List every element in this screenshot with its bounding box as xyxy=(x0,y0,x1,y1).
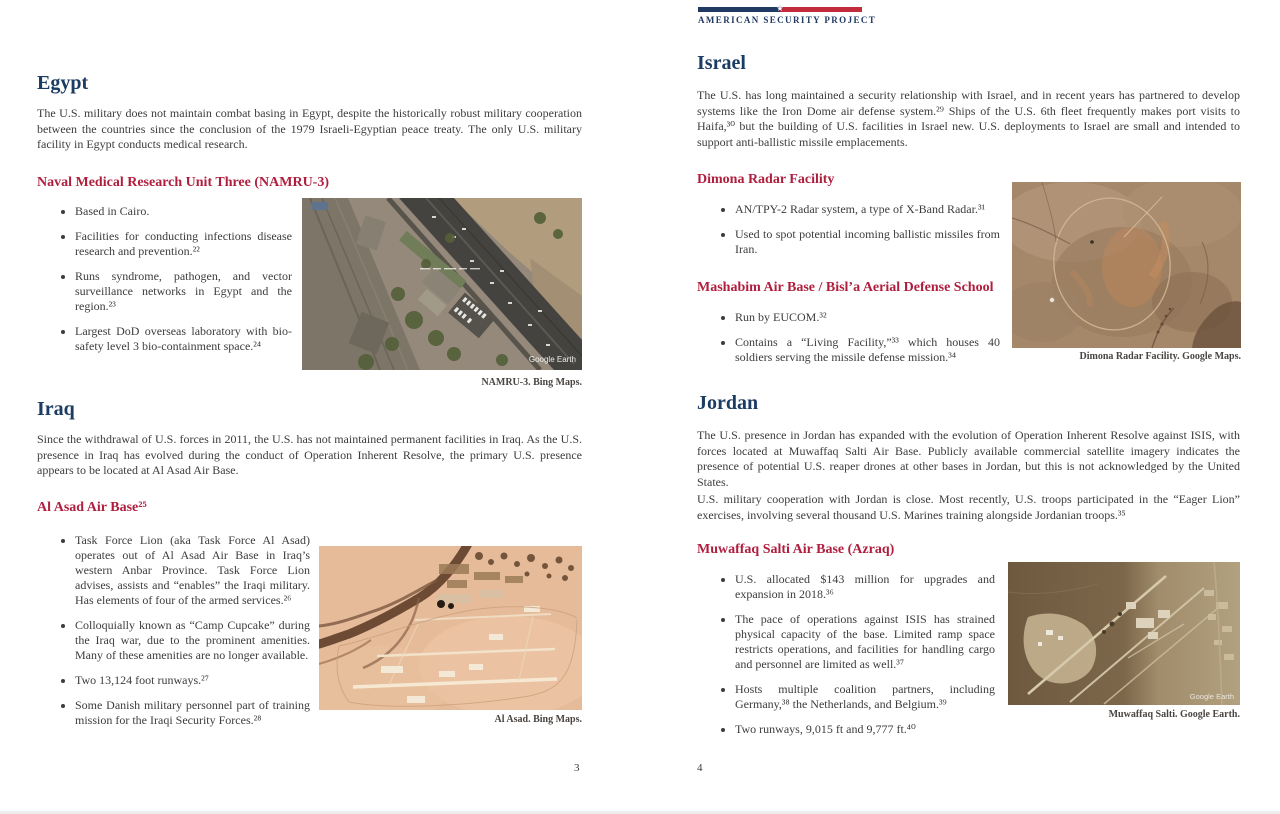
muwaffaq-caption: Muwaffaq Salti. Google Earth. xyxy=(1108,709,1240,720)
mashabim-bullet-list xyxy=(708,310,1000,375)
google-earth-watermark: Google Earth xyxy=(528,355,576,364)
muwaffaq-bullet-list xyxy=(708,572,995,747)
muwaffaq-bullet: • U.S. allocated $143 million for upgrades and expansion in 2018.³⁶ xyxy=(735,572,995,602)
egypt-paragraph: The U.S. military does not maintain combat basing in Egypt, despite the historically robust military cooperation between the countries since the conclusion of the 1979 Israeli-Egyptian peace treaty. The only U.S. military facility in Egypt conducts medical research. xyxy=(37,106,582,151)
alasad-heading: Al Asad Air Base²⁵ xyxy=(37,500,147,515)
muwaffaq-satellite-image xyxy=(1008,562,1240,705)
alasad-bullet: • Colloquially known as “Camp Cupcake” during the Iraq war, due to the prominent amenities. Many of these amenities are no longer available. xyxy=(75,618,310,663)
namru-bullet: • Runs syndrome, pathogen, and vector surveillance networks in Egypt and the region.²³ xyxy=(75,269,292,314)
alasad-bullet: • Task Force Lion (aka Task Force Al Asad) operates out of Al Asad Air Base in Iraq’s western Anbar Province. Task Force Lion advises, assists and “enables” the Iraqi military. Has elements of four of the armed services.²⁶ xyxy=(75,533,310,608)
jordan-heading: Jordan xyxy=(697,392,759,414)
asp-logo-bar xyxy=(698,4,862,13)
alasad-bullet: • Some Danish military personnel part of training mission for the Iraqi Security Forces.²⁸ xyxy=(75,698,310,728)
muwaffaq-bullet: • The pace of operations against ISIS has strained physical capacity of the base. Limited ramp space restricts operations, and facilities for handling cargo and personnel are limited as well.³⁷ xyxy=(735,612,995,672)
muwaffaq-bullet: • Hosts multiple coalition partners, including Germany,³⁸ the Netherlands, and Belgium.³⁹ xyxy=(735,682,995,712)
muwaffaq-bullet: • Two runways, 9,015 ft and 9,777 ft.⁴⁰ xyxy=(735,722,995,737)
dimona-bullet: • Used to spot potential incoming ballistic missiles from Iran. xyxy=(735,227,1000,257)
namru-bullet-list xyxy=(48,204,292,364)
dimona-heading: Dimona Radar Facility xyxy=(697,172,835,187)
dimona-satellite-image xyxy=(1012,182,1241,348)
egypt-heading: Egypt xyxy=(37,72,89,94)
mashabim-bullet: • Run by EUCOM.³² xyxy=(735,310,1000,325)
mashabim-heading: Mashabim Air Base / Bisl’a Aerial Defense School xyxy=(697,280,994,295)
alasad-bullet: • Two 13,124 foot runways.²⁷ xyxy=(75,673,310,688)
alasad-caption: Al Asad. Bing Maps. xyxy=(494,714,582,725)
jordan-paragraph-1: The U.S. presence in Jordan has expanded with the evolution of Operation Inherent Resolve against ISIS, with forces located at Muwaffaq Salti Air Base. Publicly available commercial satellite imagery indicates the presence of potential U.S. reaper drones at other bases in Jordan, but this is not acknowledged by the United States. xyxy=(697,428,1240,489)
star-icon: ★ xyxy=(776,4,784,13)
logo-bar-blue xyxy=(698,7,780,12)
org-name: AMERICAN SECURITY PROJECT xyxy=(698,15,877,25)
israel-paragraph: The U.S. has long maintained a security relationship with Israel, and in recent years has partnered to develop systems like the Iron Dome air defense system.²⁹ Ships of the U.S. 6th fleet frequently makes port visits to Haifa,³⁰ but the building of U.S. facilities in Israel new. U.S. deployments to Israel are small and intended to support anti-ballistic missile emplacements. xyxy=(697,88,1240,149)
page-number-3: 3 xyxy=(574,762,580,774)
namru-bullet: • Facilities for conducting infections disease research and prevention.²² xyxy=(75,229,292,259)
alasad-satellite-image xyxy=(319,546,582,710)
google-earth-watermark: Google Earth xyxy=(1189,692,1234,701)
israel-heading: Israel xyxy=(697,52,746,74)
dimona-bullet: • AN/TPY-2 Radar system, a type of X-Band Radar.³¹ xyxy=(735,202,1000,217)
muwaffaq-heading: Muwaffaq Salti Air Base (Azraq) xyxy=(697,542,895,557)
iraq-heading: Iraq xyxy=(37,398,75,420)
namru-bullet: • Based in Cairo. xyxy=(75,204,292,219)
asp-logo xyxy=(698,4,877,25)
logo-bar-red xyxy=(780,7,862,12)
tiny-map-label xyxy=(420,268,480,269)
namru-caption: NAMRU-3. Bing Maps. xyxy=(481,377,582,388)
namru-satellite-image xyxy=(302,198,582,370)
namru-heading: Naval Medical Research Unit Three (NAMRU-3) xyxy=(37,175,330,190)
alasad-bullet-list xyxy=(48,533,310,738)
namru-bullet: • Largest DoD overseas laboratory with bio-safety level 3 bio-containment space.²⁴ xyxy=(75,324,292,354)
mashabim-bullet: • Contains a “Living Facility,”³³ which houses 40 soldiers serving the missile defense mission.³⁴ xyxy=(735,335,1000,365)
dimona-bullet-list xyxy=(708,202,1000,267)
jordan-paragraph-2: U.S. military cooperation with Jordan is close. Most recently, U.S. troops participated in the “Eager Lion” exercises, involving several thousand U.S. Marines training alongside Jordanian troops.³⁵ xyxy=(697,492,1240,522)
dimona-caption: Dimona Radar Facility. Google Maps. xyxy=(1079,351,1241,362)
iraq-paragraph: Since the withdrawal of U.S. forces in 2011, the U.S. has not maintained permanent facilities in Iraq. As the U.S. presence in Iraq has evolved during the conduct of Operation Inherent Resolve, the primary U.S. presence appears to be located at Al Asad Air Base. xyxy=(37,432,582,477)
page-number-4: 4 xyxy=(697,762,703,774)
